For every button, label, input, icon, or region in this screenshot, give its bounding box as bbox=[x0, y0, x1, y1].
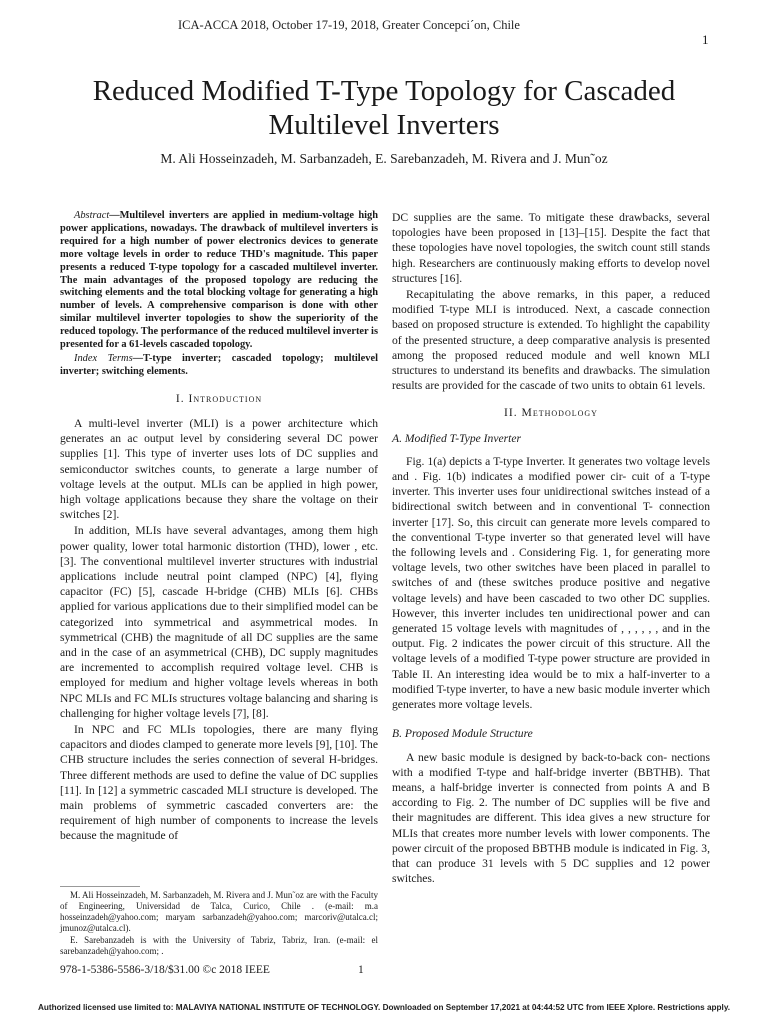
footnote-divider bbox=[60, 886, 140, 887]
footer-page-number: 1 bbox=[358, 964, 364, 976]
right-paragraph-2: Recapitulating the above remarks, in this paper, a reduced modified T-type MLI is introduced. Next, a cascade connection based on proposed structure is extended. To highlight the capability of the presented structure, a deep comparative analysis is presented among the proposed reduced module and well known MLI structures to understand its benefits and drawbacks. The simulation results are provided for the cascade of two units to obtain 61 levels. bbox=[392, 288, 710, 393]
index-terms bbox=[60, 353, 378, 379]
method-paragraph-2: A new basic module is designed by back-to-back con- nections with a modified T-type and half-bridge inverter (BBTHB). That means, a half-bridge inverter is connected from points A and B according to Fig. 2. The number of DC supplies will be five and their magnitudes are different. This idea gives a new structure for MLIs that creates more number levels with lower components. The power circuit of the proposed BBTHB module is indicated in Fig. 3, that can produce 31 levels with 5 DC supplies and 12 power switches. bbox=[392, 750, 710, 886]
method-paragraph-1: Fig. 1(a) depicts a T-type Inverter. It generates two voltage levels and . Fig. 1(b) indicates a modified power cir- cuit of a T-type inverter. This inverter uses four unidirectional switches instead of a bidirectional switch between and in conventional T- connection inverter [17]. So, this circuit can generate more levels compared to the conventional T-type inverter so that generated level will have the following levels and . Considering Fig. 1, for generating more voltage levels, two other switches have been placed in parallel to switches of and (these switches produce positive and negative voltage levels) and have been cascaded to two other DC supplies. However, this inverter includes ten unidirectional power and can generated 15 voltage levels with magnitudes of , , , , , , and in the output. Fig. 2 indicates the power circuit of this structure. All the voltage levels of a modified T-type power structure are provided in Table II. An interesting idea would be to mix a half-inverter to a modified T-type inverter, to have a new basic module inverter which generates more voltage levels. bbox=[392, 454, 710, 712]
authorized-use-notice: Authorized licensed use limited to: MALAVIYA NATIONAL INSTITUTE OF TECHNOLOGY. Downloaded on September 17,2021 at 04:44:52 UTC from IEEE Xplore. Restrictions apply. bbox=[37, 1003, 731, 1012]
abstract-label: Abstract bbox=[74, 210, 110, 221]
author-list: M. Ali Hosseinzadeh, M. Sarbanzadeh, E. Sarebanzadeh, M. Rivera and J. Mun˜oz bbox=[160, 151, 608, 166]
abstract bbox=[60, 210, 378, 352]
footnotes bbox=[60, 890, 378, 958]
footnote-1: M. Ali Hosseinzadeh, M. Sarbanzadeh, M. Rivera and J. Mun˜oz are with the Faculty of Engineering, Universidad de Talca, Curico, Chile . (e-mail: m.a hosseinzadeh@yahoo.com; maryam sarbanzadeh@yahoo.com; marcoriv@utalca.cl; jmunoz@utalca.cl). bbox=[60, 890, 378, 933]
paper-title: Reduced Modified T-Type Topology for Cascaded Multilevel Inverters bbox=[92, 75, 676, 141]
index-terms-text: —T-type inverter; cascaded topology; multilevel inverter; switching elements. bbox=[60, 352, 378, 377]
intro-paragraph-2: In addition, MLIs have several advantages, among them high power quality, lower total harmonic distortion (THD), lower , etc. [3]. The conventional multilevel inverter structures with industrial applications include neutral point clamped (NPC) [4], flying capacitor (FC) [5], cascade H-bridge (CHB) MLIs [6]. CHBs applied for various applications due to their simplified model can be categorized into symmetrical and asymmetrical modes. In symmetrical (CHB) the magnitude of all DC supplies are the same and in the case of an asymmetrical (CHB), DC supply magnitudes are incremented to accomplish required voltage level. CHB is employed for medium and higher voltage levels whereas in both NPC MLIs and FC MLIs structures voltage balancing and sharing is challenging for higher voltage levels [7], [8]. bbox=[60, 524, 378, 720]
index-terms-label: Index Terms bbox=[74, 352, 133, 364]
footnote-2: E. Sarebanzadeh is with the University of Tabriz, Tabriz, Iran. (e-mail: el sarebanzadeh@yahoo.com; . bbox=[60, 935, 378, 956]
isbn-copyright: 978-1-5386-5586-3/18/$31.00 ©c 2018 IEEE bbox=[60, 964, 270, 976]
conference-header: ICA-ACCA 2018, October 17-19, 2018, Greater Concepci´on, Chile bbox=[178, 18, 520, 32]
left-column bbox=[60, 210, 378, 845]
page-number: 1 bbox=[702, 32, 709, 47]
subsection-heading-b: B. Proposed Module Structure bbox=[392, 727, 533, 741]
abstract-text: —Multilevel inverters are applied in medium-voltage high power applications, nowadays. The drawback of multilevel inverters is required for a high number of power electronics devices to generate more voltage levels in order to reduce THD's magnitude. This paper presents a reduced T-type topology for a cascaded multilevel inverter. The main advantages of the proposed topology are reducing the switching elements and the total blocking voltage for generating a high number of levels. A comprehensive comparison is done with other similar multilevel inverter topologies to show the superiority of the reduced topology. The performance of the reduced multilevel inverter is presented for a 61-levels cascaded topology. bbox=[60, 210, 378, 351]
intro-paragraph-3: In NPC and FC MLIs topologies, there are many flying capacitors and diodes clamped to generate more levels [9], [10]. The CHB structure includes the series connection of several H-bridges. Three different methods are used to define the value of DC supplies [11]. In [12] a symmetric cascaded MLI structure is developed. The main problems of symmetric cascaded converters are: the requirement of high number of components to increase the levels because the magnitude of bbox=[60, 723, 378, 843]
section-heading-methodology: II. Methodology bbox=[504, 406, 598, 420]
right-column bbox=[392, 210, 710, 887]
intro-paragraph-1: A multi-level inverter (MLI) is a power architecture which generates an ac output level by considering several DC power supplies [1]. This type of inverter uses lots of DC supplies and semiconductor switches counts, to generate a large number of voltage levels at the output. MLIs can be applied in high power, high voltage applications because they share the voltage on their switches [2]. bbox=[60, 416, 378, 522]
subsection-heading-a: A. Modified T-Type Inverter bbox=[392, 431, 521, 445]
right-paragraph-1: DC supplies are the same. To mitigate these drawbacks, several topologies have been proposed in [13]–[15]. Despite the fact that these topologies have novel topologies, the switch count still stands high. Researchers are continuously making efforts to develop novel structures [16]. bbox=[392, 211, 710, 285]
section-heading-introduction: I. Introduction bbox=[175, 391, 263, 405]
